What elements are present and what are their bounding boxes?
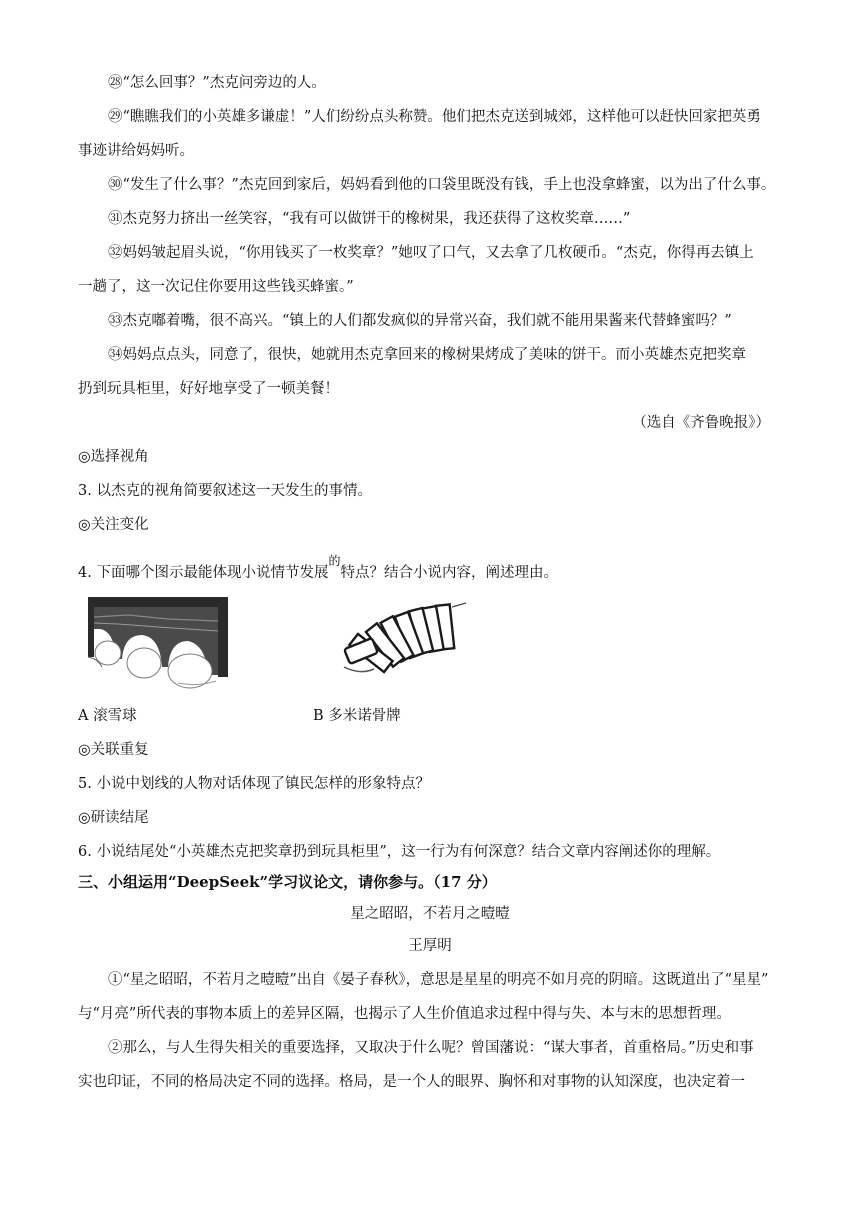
paragraph-28: ㉘“怎么回事？”杰克问旁边的人。 (108, 75, 326, 91)
source-citation: （选自《齐鲁晚报》） (632, 415, 770, 431)
paragraph-31: ㉛杰克努力挤出一丝笑容，“我有可以做饼干的橡树果，我还获得了这枚奖章……” (108, 211, 631, 227)
heading-study-ending: ◎研读结尾 (78, 810, 149, 826)
heading-choose-perspective: ◎选择视角 (78, 449, 149, 465)
essay-paragraph-2-line2: 实也印证，不同的格局决定不同的选择。格局，是一个人的眼界、胸怀和对事物的认知深度，也决定着一 (78, 1074, 745, 1090)
paragraph-34-line1: ㉞妈妈点点头，同意了，很快，她就用杰克拿回来的橡树果烤成了美味的饼干。而小英雄杰克把奖章 (108, 347, 746, 363)
paragraph-30: ㉚“发生了什么事？”杰克回到家后，妈妈看到他的口袋里既没有钱，手上也没拿蜂蜜，以为出了什么事。 (108, 177, 776, 193)
section-3-heading: 三、小组运用“DeepSeek”学习议论文，请你参与。（17 分） (78, 873, 497, 891)
question-4-de: 的 (328, 554, 341, 568)
question-5: 5. 小说中划线的人物对话体现了镇民怎样的形象特点？ (78, 776, 430, 792)
question-4-part2: 特点？结合小说内容，阐述理由。 (340, 564, 558, 581)
essay-paragraph-1-line2: 与“月亮”所代表的事物本质上的差异区隔，也揭示了人生价值追求过程中得与失、本与末的思想哲理。 (78, 1006, 731, 1022)
paragraph-29-line2: 事迹讲给妈妈听。 (78, 143, 194, 159)
paragraph-33: ㉝杰克嘟着嘴，很不高兴。“镇上的人们都发疯似的异常兴奋，我们就不能用果酱来代替蜂蜜吗？” (108, 313, 732, 329)
option-a-label: A 滚雪球 (78, 708, 137, 724)
paragraph-32-line2: 一趟了，这一次记住你要用这些钱买蜂蜜。” (78, 279, 354, 295)
essay-paragraph-2-line1: ②那么，与人生得失相关的重要选择，又取决于什么呢？曾国藩说：“谋大事者，首重格局。”历史和事 (108, 1040, 754, 1056)
heading-related-repetition: ◎关联重复 (78, 742, 149, 758)
option-b-label: B 多米诺骨牌 (313, 708, 401, 724)
paragraph-32-line1: ㉜妈妈皱起眉头说，“你用钱买了一枚奖章？”她叹了口气，又去拿了几枚硬币。“杰克，你得再去镇上 (108, 245, 754, 261)
essay-title: 星之昭昭，不若月之曀曀 (350, 906, 510, 922)
domino-illustration (340, 597, 476, 679)
essay-paragraph-1-line1: ①“星之昭昭，不若月之曀曀”出自《晏子春秋》，意思是星星的明亮不如月亮的阴暗。这既道出了“星星” (108, 972, 769, 988)
snowball-illustration (88, 597, 230, 689)
question-6: 6. 小说结尾处“小英雄杰克把奖章扔到玩具柜里”，这一行为有何深意？结合文章内容阐述你的理解。 (78, 844, 721, 860)
question-4 (78, 554, 558, 583)
question-4-part1: 4. 下面哪个图示最能体现小说情节发展 (78, 564, 329, 581)
paragraph-34-line2: 扔到玩具柜里，好好地享受了一顿美餐！ (78, 381, 339, 397)
essay-author: 王厚明 (408, 938, 452, 954)
paragraph-29-line1: ㉙“瞧瞧我们的小英雄多谦虚！”人们纷纷点头称赞。他们把杰克送到城郊，这样他可以赶快回家把英勇 (108, 109, 761, 125)
question-3: 3. 以杰克的视角简要叙述这一天发生的事情。 (78, 483, 372, 499)
heading-focus-change: ◎关注变化 (78, 517, 149, 533)
